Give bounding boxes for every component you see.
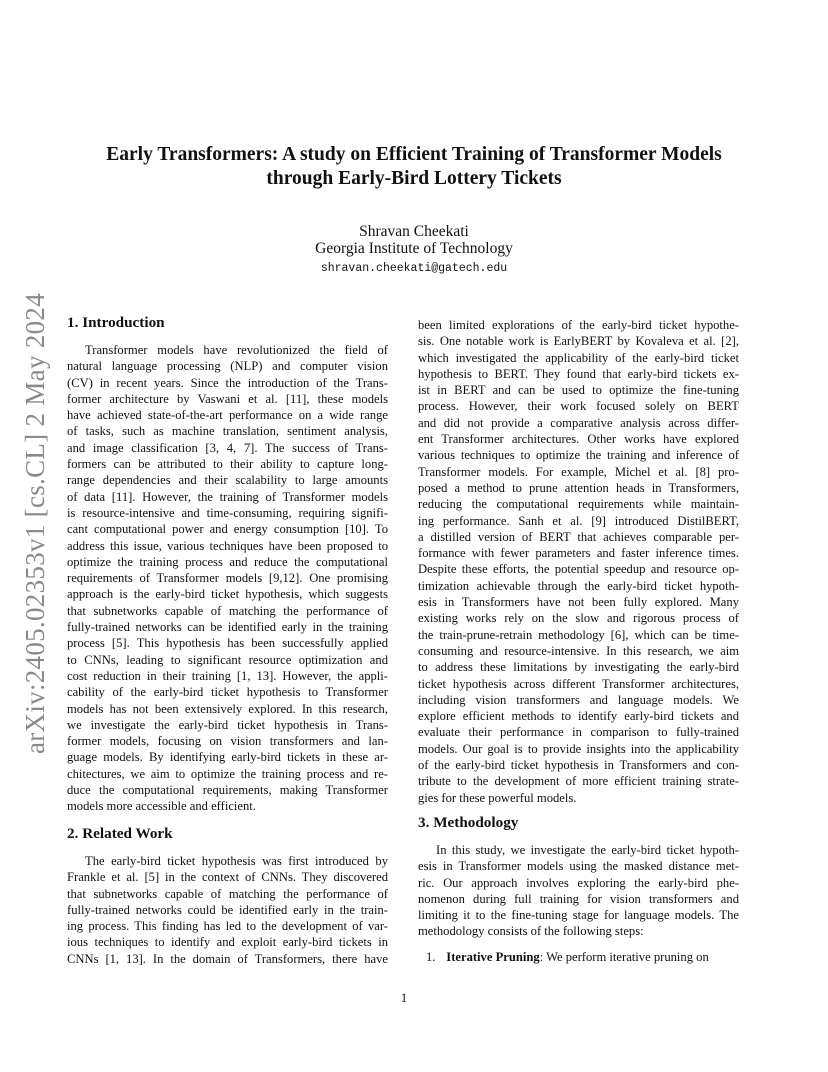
- text-line: ious techniques to identify and exploit early-bird tickets in: [67, 935, 388, 950]
- text-line: esis in Transformers have not been fully explored. Many: [418, 595, 739, 610]
- text-line: approach is the early-bird ticket hypothesis, which suggests: [67, 587, 388, 602]
- arxiv-stamp-text: arXiv:2405.02353v1 [cs.CL] 2 May 2024: [20, 292, 51, 754]
- text-line: models. Our goal is to provide insights into the applicability: [418, 741, 739, 756]
- paper-title: [80, 143, 748, 191]
- text-line: chitectures, we aim to optimize the training process and re-: [67, 766, 388, 781]
- text-line: of data [11]. However, the training of Transformer models: [67, 489, 388, 504]
- text-line: hypothesis to BERT. They found that early-bird tickets ex-: [418, 366, 739, 381]
- methodology-paragraph: [418, 842, 739, 940]
- text-line: duce the computational requirements, making Transformer: [67, 783, 388, 798]
- text-line: esis in Transformer models using the masked distance met-: [418, 859, 739, 874]
- text-line: the train-prune-retrain methodology [6], which can be time-: [418, 627, 739, 642]
- text-line: tribute to the development of more efficient training strate-: [418, 774, 739, 789]
- related-work-continued: [418, 317, 739, 806]
- list-number: 1.: [426, 950, 436, 964]
- text-line: of the early-bird ticket hypothesis in Transformers and con-: [418, 758, 739, 773]
- list-item-bold: Iterative Pruning: [446, 950, 540, 964]
- text-line: that subnetworks capable of matching the performance of: [67, 603, 388, 618]
- intro-paragraph: [67, 342, 388, 815]
- text-line: limiting it to the fine-tuning stage for language models. The: [418, 908, 739, 923]
- text-line: sis. One notable work is EarlyBERT by Kovaleva et al. [2],: [418, 334, 739, 349]
- text-line: gies for these powerful models.: [418, 790, 577, 805]
- text-line: natural language processing (NLP) and computer vision: [67, 359, 388, 374]
- text-line: range dependencies and their scalability to large amounts: [67, 473, 388, 488]
- text-line: fully-trained networks could be identified early in the train-: [67, 902, 388, 917]
- text-line: optimize the training process and reduce the computational: [67, 554, 388, 569]
- text-line: evaluate their performance in comparison to fully-trained: [418, 725, 739, 740]
- methodology-heading: 3. Methodology: [418, 814, 519, 831]
- text-line: including vision transformers and language models. We: [418, 692, 739, 707]
- author-name: Shravan Cheekati: [359, 223, 469, 240]
- text-line: to address these limitations by investigating the early-bird: [418, 660, 739, 675]
- text-line: cant computational power and energy consumption [10]. To: [67, 522, 388, 537]
- text-line: Frankle et al. [5] in the context of CNNs. They discovered: [67, 870, 388, 885]
- text-line: that subnetworks capable of matching the performance of: [67, 886, 388, 901]
- text-line: formers can be attributed to their ability to capture long-: [67, 457, 388, 472]
- text-line: ent Transformer architectures. Other works have explored: [418, 432, 739, 447]
- method-list-item: [426, 949, 739, 965]
- text-line: of tasks, such as machine translation, sentiment analysis,: [67, 424, 388, 439]
- text-line: explore efficient methods to identify early-bird tickets and: [418, 709, 739, 724]
- text-line: formance with fewer parameters and faster inference times.: [418, 546, 739, 561]
- text-line: CNNs [1, 13]. In the domain of Transformers, there have: [67, 951, 388, 966]
- text-line: ing performance. Sanh et al. [9] introduced DistilBERT,: [418, 513, 739, 528]
- text-line: nomenon during full training for vision transformers and: [418, 891, 739, 906]
- text-line: ist in BERT and can be used to optimize the fine-tuning: [418, 383, 739, 398]
- arxiv-stamp: [22, 288, 50, 758]
- list-item-text: : We perform iterative pruning on: [539, 950, 709, 964]
- text-line: timization achievable through the early-bird ticket hypoth-: [418, 578, 739, 593]
- text-line: ing process. This finding has led to the development of var-: [67, 919, 388, 934]
- text-line: have achieved state-of-the-art performance on a wide range: [67, 408, 388, 423]
- related-work-paragraph: [67, 853, 388, 967]
- text-line: requirements of Transformer models [9,12]. One promising: [67, 571, 388, 586]
- text-line: (CV) in recent years. Since the introduction of the Trans-: [67, 375, 388, 390]
- related-work-heading: 2. Related Work: [67, 825, 173, 842]
- page-number: 1: [400, 991, 408, 1005]
- text-line: guage models. By identifying early-bird tickets in these ar-: [67, 750, 388, 765]
- text-line: various techniques to optimize the training and inference of: [418, 448, 739, 463]
- text-line: and image classification [3, 4, 7]. The success of Trans-: [67, 440, 388, 455]
- text-line: In this study, we investigate the early-bird ticket hypoth-: [436, 843, 739, 857]
- intro-heading: 1. Introduction: [67, 314, 165, 331]
- text-line: to CNNs, leading to significant resource optimization and: [67, 652, 388, 667]
- text-line: ticket hypothesis across different Transformer architectures,: [418, 676, 739, 691]
- text-line: posed a method to prune attention heads in Transformers,: [418, 480, 739, 495]
- text-line: which investigated the applicability of the early-bird ticket: [418, 350, 739, 365]
- text-line: we investigate the early-bird ticket hypothesis in Trans-: [67, 717, 388, 732]
- text-line: models has not been extensively explored. In this research,: [67, 701, 388, 716]
- text-line: former models, focusing on vision transformers and lan-: [67, 734, 388, 749]
- text-line: a distilled version of BERT that achieves comparable per-: [418, 529, 739, 544]
- author-affiliation: Georgia Institute of Technology: [315, 240, 513, 257]
- text-line: former architecture by Vaswani et al. [11], these models: [67, 391, 388, 406]
- text-line: and did not provide a comparative analysis across differ-: [418, 415, 739, 430]
- text-line: existing works rely on the slow and rigorous process of: [418, 611, 739, 626]
- text-line: The early-bird ticket hypothesis was first introduced by: [85, 854, 388, 868]
- title-line: through Early-Bird Lottery Tickets: [266, 168, 562, 189]
- text-line: Transformer models. For example, Michel et al. [8] pro-: [418, 464, 739, 479]
- text-line: process [5]. This hypothesis has been successfully applied: [67, 636, 388, 651]
- title-line: Early Transformers: A study on Efficient Training of Transformer Models: [106, 144, 722, 165]
- author-email: shravan.cheekati@gatech.edu: [320, 262, 508, 275]
- text-line: consuming and resource-intensive. In this research, we aim: [418, 643, 739, 658]
- text-line: cability of the early-bird ticket hypothesis to Transformer: [67, 685, 388, 700]
- text-line: Transformer models have revolutionized the field of: [85, 343, 388, 357]
- text-line: been limited explorations of the early-bird ticket hypothe-: [418, 318, 739, 332]
- text-line: reducing the computational requirements while maintain-: [418, 497, 739, 512]
- text-line: ric. Our approach involves exploring the early-bird phe-: [418, 875, 739, 890]
- text-line: cost reduction in their training [1, 13]. However, the appli-: [67, 668, 388, 683]
- text-line: Despite these efforts, the potential speedup and resource op-: [418, 562, 739, 577]
- text-line: process. However, their work focused solely on BERT: [418, 399, 739, 414]
- text-line: is resource-intensive and time-consuming, requiring signifi-: [67, 505, 388, 520]
- text-line: address this issue, various techniques have been proposed to: [67, 538, 388, 553]
- text-line: fully-trained networks can be identified early in the training: [67, 620, 388, 635]
- text-line: methodology consists of the following steps:: [418, 924, 644, 939]
- text-line: models more accessible and efficient.: [67, 799, 256, 814]
